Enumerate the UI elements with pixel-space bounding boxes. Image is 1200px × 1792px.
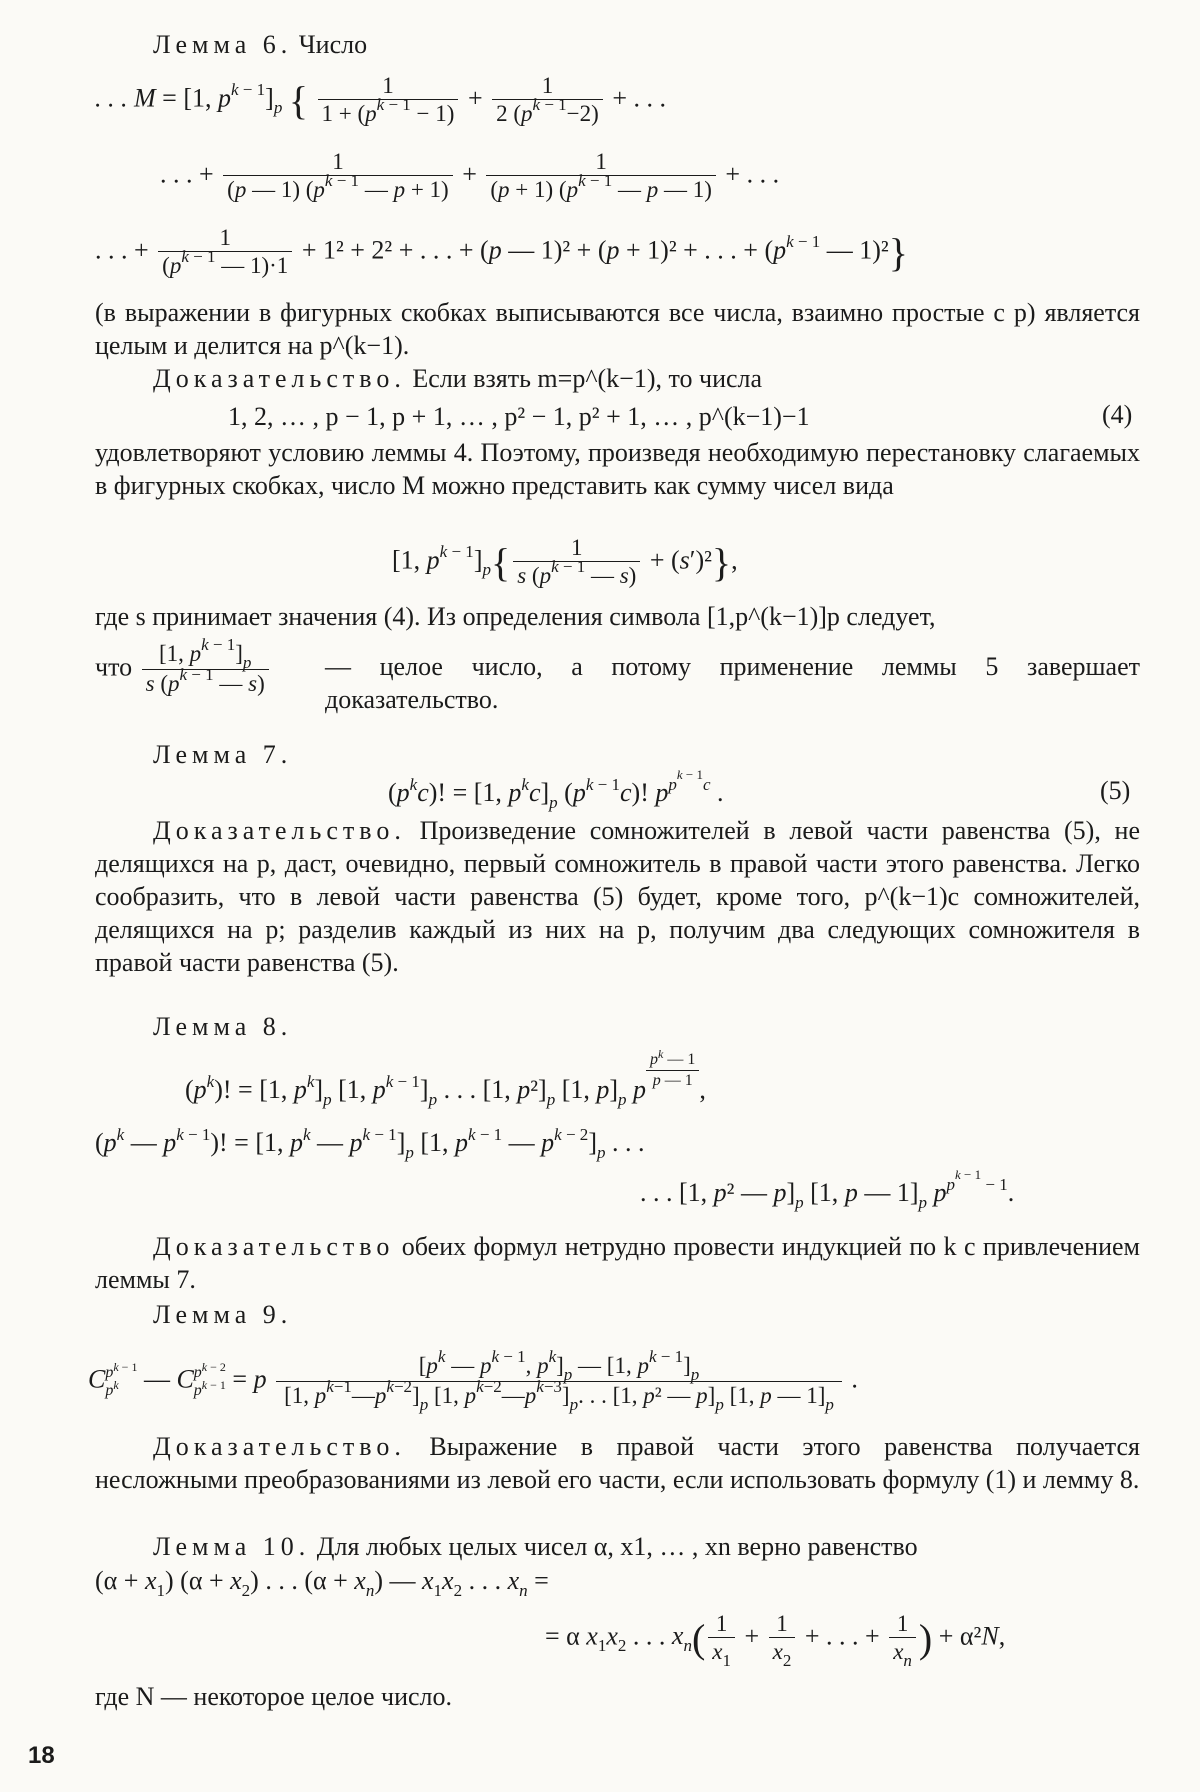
fraction: [$p^k$ — $p^{k - 1}$, $p^k]_p$ — [1, $p^{k - 1}]_p$ [1, $p^{k-1}—p^{k-2}]_p$ [1, $p^{k-2}—p^{k-3}]_p$. . . [1, p² — $p]_p$ [1, p — $1]_p$ <box>276 1352 842 1411</box>
lemma-label: Лемма 6. <box>153 30 293 59</box>
fraction: $\frac{1}{1 + (p^{k - 1} - 1)}$ <box>318 72 459 129</box>
fraction: $\frac{1}{x_n}$ <box>889 1610 916 1667</box>
lemma7-formula: $(p^kc)$! = [1, $p^kc]_p$ $(p^{k - 1}c)$! $p^{p^{k - 1}c}$ . <box>388 767 724 812</box>
proof8 <box>95 1230 1140 1296</box>
proof6-intro <box>95 362 1140 395</box>
lemma-label: Лемма 9. <box>153 1300 293 1329</box>
sequence-text: 1, 2, … , p − 1, p + 1, … , p² − 1, p² + 1, … , p^(k−1)−1 <box>228 402 810 431</box>
exponent-fraction: $\frac{p^k — 1}{p — 1}$ <box>646 1050 699 1090</box>
lemma8-formula2: ($p^k$ — $p^{k - 1}$)! = [1, $p^k$ — $p^{k - 1}]_p$ [1, $p^{k - 1}$ — $p^{k - 2}]_p$ . . . <box>95 1125 645 1162</box>
fraction: $\frac{1}{(p^{k - 1} — 1)\cdot 1}$ <box>158 224 292 281</box>
formula-end: . <box>851 1364 858 1394</box>
proof6-text3: где s принимает значения (4). Из определения символа [1,p^(k−1)]p следует, <box>95 602 936 631</box>
lemma6-formula-line1: . . . M = [1, $p^{k - 1}]_p$ { $\frac{1}{1 + (p^{k - 1} - 1)}$ + $\frac{1}{2 (p^{k - 1}-2)}$ + . . . <box>95 72 666 129</box>
fraction: $\frac{1}{(p — 1) (p^{k - 1} — p + 1)}$ <box>223 148 453 205</box>
lemma8-formula1: $(p^k)$! = [1, $p^k]_p$ [1, $p^{k - 1}]_p$ . . . [1, $p^2]_p$ [1, $p]_p$ p $\frac{p^k — 1}{p — 1}$ , <box>185 1047 706 1109</box>
proof6-text3-tail: — целое число, а потому применение леммы 5 завершает доказательство. <box>325 652 1140 714</box>
lemma-text: Число <box>292 30 368 59</box>
proof-label: Доказательство. <box>153 1432 406 1461</box>
proof-text: Если взять m=p^(k−1), то числа <box>405 364 763 393</box>
lemma10 <box>95 1530 1140 1563</box>
proof-text: Произведение сомножителей в левой части равенства (5), не делящихся на p, даст, очевидно, первый сомножитель в правой части этого равенства. Легко сообразить, что в левой части равенства (5) будет, кроме того, p^(k−1)c сомножителей, делящихся на p; разделив каждый из них на p, получим два следующих сомножителя в правой части равенства (5). <box>95 816 1140 977</box>
proof-text: обеих формул нетрудно провести индукцией по k с привлечением леммы 7. <box>95 1232 1140 1294</box>
lemma8-heading <box>95 1010 1140 1043</box>
lemma-label: Лемма 7. <box>153 740 293 769</box>
lemma6-formula-line3: . . . + $\frac{1}{(p^{k - 1} — 1)\cdot 1}$ + 1² + 2² + . . . + (p — 1)² + (p + 1)² + . . . + ($p^{k - 1}$ — 1)²} <box>95 224 908 281</box>
equation-number: (5) <box>1100 776 1131 805</box>
lemma6-text: (в выражении в фигурных скобках выписываются все числа, взаимно простые с p) является целым и делится на p^(k−1). <box>95 298 1140 360</box>
fraction: $\frac{1}{2 (p^{k - 1}-2)}$ <box>492 72 603 129</box>
lemma-label: Лемма 8. <box>153 1012 293 1041</box>
equation-number: (4) <box>1102 400 1133 429</box>
lemma10-text2: где N — некоторое целое число. <box>95 1682 453 1711</box>
proof9 <box>95 1430 1140 1496</box>
page-number: 18 <box>28 1742 55 1769</box>
lemma9-heading <box>95 1298 1140 1331</box>
fraction: $\frac{1}{s (p^{k - 1} — s)}$ <box>513 534 640 591</box>
lemma-label: Лемма 10. <box>153 1532 311 1561</box>
text-lead: что <box>95 652 133 682</box>
proof6-text2: удовлетворяют условию леммы 4. Поэтому, произведя необходимую перестановку слагаемых в фигурных скобках, число M можно представить как сумму чисел вида <box>95 438 1140 500</box>
fraction: $\frac{[1, p^{k - 1}]_p}{s (p^{k - 1} — s)}$ <box>142 640 269 699</box>
lemma9-formula: $Cp^{k - 1}$ $p^k$ — $Cp^{k - 2}$ $p^{k - 1} = p$ [$p^k$ — $p^{k - 1}$, $p^k]_p$ — [1, $p^{k - 1}]_p$ [1, $p^{k-1}—p^{k-2}]_p$ [1, $p^{k-2}—p^{k-3}]_p$. . . [1, p² — $p]_p$ [1, p — $1]_p$ . <box>88 1347 858 1414</box>
lemma8-formula3: . . . [1, p² — $p]_p$ [1, p — $1]_p$ $p^{p^{k - 1} - 1}$. <box>640 1167 1015 1212</box>
fraction: $\frac{1}{(p + 1) (p^{k - 1} — p — 1)}$ <box>486 148 716 205</box>
lemma6-heading <box>95 28 1140 61</box>
lemma-text: Для любых целых чисел α, x1, … , xn верно равенство <box>310 1532 918 1561</box>
sequence-formula <box>228 400 810 433</box>
proof-label: Доказательство <box>153 1232 395 1261</box>
proof-label: Доказательство. <box>153 816 406 845</box>
proof-label: Доказательство. <box>153 364 406 393</box>
lemma6-formula-line2: . . . + $\frac{1}{(p — 1) (p^{k - 1} — p + 1)}$ + $\frac{1}{(p + 1) (p^{k - 1} — p — 1)}$ + . . . <box>160 148 779 205</box>
lemma7-heading <box>95 738 1140 771</box>
proof6-formula: [1, $p^{k - 1}]_p${ $\frac{1}{s (p^{k - 1} — s)}$ + (s′)²}, <box>392 534 738 591</box>
proof-text: Выражение в правой части этого равенства получается несложными преобразованиями из левой его части, если использовать формулу (1) и лемму 8. <box>95 1432 1140 1494</box>
fraction: $\frac{1}{x_1}$ <box>708 1610 735 1667</box>
lemma10-formula-line2: = α $x_1x_2$ . . . $x_n$( $\frac{1}{x_1}$ + $\frac{1}{x_2}$ + . . . + $\frac{1}{x_n}$ ) + α²N, <box>545 1611 1006 1670</box>
proof7 <box>95 814 1140 979</box>
fraction: $\frac{1}{x_2}$ <box>769 1610 796 1667</box>
lemma10-formula-line1: $(\alpha + x_1)$ $(\alpha + x_2)$ . . . $(\alpha + x_n)$ — $x_1x_2$ . . . $x_n$ = <box>95 1566 549 1600</box>
